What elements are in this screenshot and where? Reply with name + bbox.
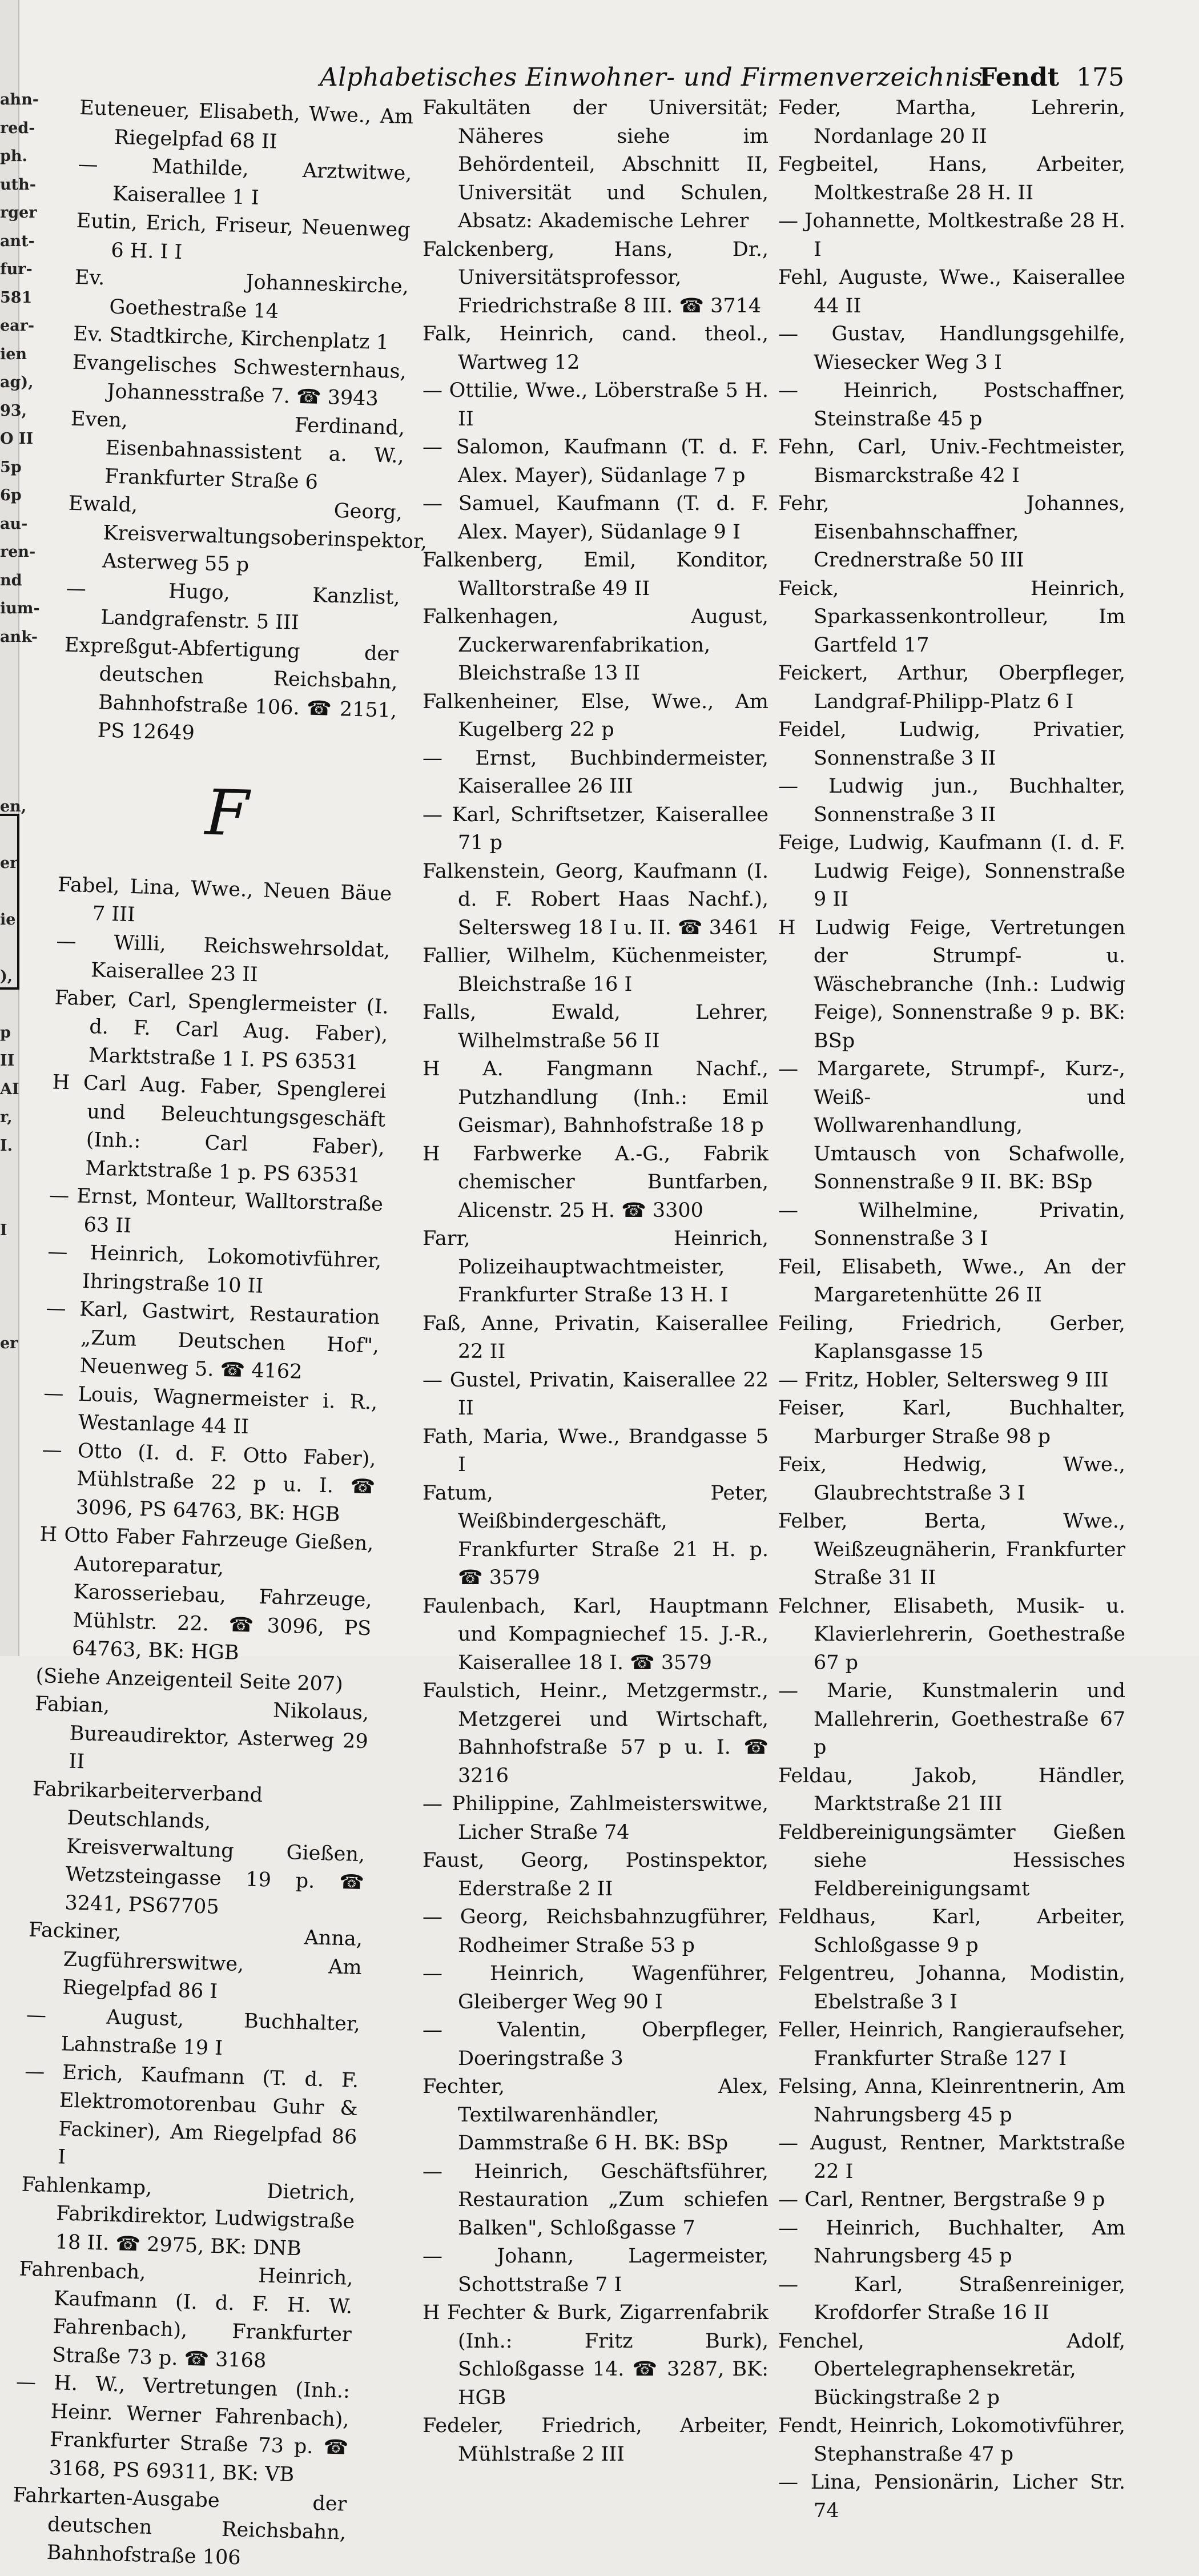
directory-entry: — Willi, Reichswehrsoldat, Kaiserallee 23 II: [56, 929, 391, 987]
directory-entry: Feick, Heinrich, Sparkassenkontrolleur, Im Gartfeld 17: [778, 577, 1125, 657]
margin-fragment: au-: [0, 515, 28, 533]
directory-entry: Fehl, Auguste, Wwe., Kaiserallee 44 II: [778, 266, 1125, 318]
page-title: Alphabetisches Einwohner- und Firmenverzeichnis: [320, 63, 983, 92]
margin-fragment: red-: [0, 119, 35, 137]
directory-entry: Even, Ferdinand, Eisenbahnassistent a. W., Frankfurter Straße 6: [70, 407, 405, 494]
margin-fragment: fur-: [0, 260, 33, 278]
margin-fragment: [0, 764, 34, 793]
margin-fragment: [0, 651, 34, 680]
margin-fragment: [0, 1160, 34, 1188]
margin-fragment: 6p: [0, 487, 22, 504]
margin-fragment: ear-: [0, 317, 35, 335]
margin-fragment: [0, 736, 34, 765]
margin-fragment: rger: [0, 204, 37, 222]
directory-entry: — Heinrich, Lokomotivführer, Ihringstraße 10 II: [47, 1240, 382, 1298]
directory-entry: H A. Fangmann Nachf., Putzhandlung (Inh.: Emil Geismar), Bahnhofstraße 18 p: [423, 1058, 769, 1137]
directory-entry: — Ernst, Buchbindermeister, Kaiserallee 26 III: [423, 746, 769, 798]
directory-entry: — Lina, Pensionärin, Licher Str. 74: [778, 2471, 1125, 2522]
margin-fragment: en,: [0, 797, 27, 815]
directory-entry: — Samuel, Kaufmann (T. d. F. Alex. Mayer), Südanlage 9 I: [423, 492, 769, 544]
directory-entry: — Karl, Gastwirt, Restauration „Zum Deutschen Hof", Neuenweg 5. ☎ 4162: [46, 1297, 380, 1384]
adjacent-page-fragments: [0, 86, 40, 1358]
directory-entry: Ev. Stadtkirche, Kirchenplatz 1: [73, 322, 389, 355]
directory-entry: Fechter, Alex, Textilwarenhändler, Dammstraße 6 H. BK: BSp: [423, 2075, 769, 2155]
directory-entry: Fabrikarbeiterverband Deutschlands, Kreisverwaltung Gießen, Wetzsteingasse 19 p. ☎ 3241, PS67705: [32, 1777, 365, 1919]
directory-entry: — Ottilie, Wwe., Löberstraße 5 H. II: [423, 379, 769, 431]
directory-entry: Euteneuer, Elisabeth, Wwe., Am Riegelpfad 68 II: [79, 96, 414, 154]
margin-fragment: [0, 1301, 34, 1330]
margin-fragment: er: [0, 854, 18, 872]
directory-entry: Fabel, Lina, Wwe., Neuen Bäue 7 III: [57, 873, 392, 927]
directory-entry: H Farbwerke A.-G., Fabrik chemischer Buntfarben, Alicenstr. 25 H. ☎ 3300: [423, 1142, 769, 1222]
margin-fragment: ant-: [0, 232, 35, 250]
directory-entry: Ev. Johanneskirche, Goethestraße 14: [74, 266, 409, 323]
margin-fragment: AI: [0, 1080, 19, 1098]
directory-entry: — Valentin, Oberpfleger, Doeringstraße 3: [423, 2019, 769, 2070]
margin-fragment: [0, 990, 34, 1019]
directory-entry: Fath, Maria, Wwe., Brandgasse 5 I: [423, 1425, 769, 1476]
directory-entry: Fahrenbach, Heinrich, Kaufmann (I. d. F. H. W. Fahrenbach), Frankfurter Straße 73 p. ☎ 3168: [19, 2257, 353, 2373]
directory-entry: — Ernst, Monteur, Walltorstraße 63 II: [49, 1184, 384, 1237]
directory-entry: Feldbereinigungsämter Gießen siehe Hessisches Feldbereinigungsamt: [778, 1821, 1125, 1900]
margin-fragment: uth-: [0, 175, 36, 194]
margin-fragment: [0, 680, 34, 708]
directory-entry: H Ludwig Feige, Vertretungen der Strumpf- u. Wäschebranche (Inh.: Ludwig Feige), Sonnenstraße 9 p. BK: BSp: [778, 916, 1125, 1052]
directory-entry: Feder, Martha, Lehrerin, Nordanlage 20 II: [778, 97, 1125, 148]
directory-entry: Fehr, Johannes, Eisenbahnschaffner, Crednerstraße 50 III: [778, 492, 1125, 572]
column-3-entries: [778, 94, 1125, 2525]
directory-entry: Falk, Heinrich, cand. theol., Wartweg 12: [423, 323, 769, 374]
directory-entry: Fackiner, Anna, Zugführerswitwe, Am Riegelpfad 86 I: [28, 1918, 363, 2004]
adjacent-page-box-frame: [0, 814, 19, 990]
margin-fragment: 93,: [0, 401, 27, 420]
directory-entry: Farr, Heinrich, Polizeihauptwachtmeister, Frankfurter Straße 13 H. I: [423, 1227, 769, 1307]
directory-entry: Feldhaus, Karl, Arbeiter, Schloßgasse 9 p: [778, 1906, 1125, 1957]
margin-fragment: ag),: [0, 373, 34, 391]
margin-fragment: 5p: [0, 458, 22, 476]
directory-entry: — Hugo, Kanzlist, Landgrafenstr. 5 III: [66, 577, 401, 635]
directory-entry: Felgentreu, Johanna, Modistin, Ebelstraße 3 I: [778, 1962, 1125, 2014]
directory-entry: — Heinrich, Buchhalter, Am Nahrungsberg 45 p: [778, 2216, 1125, 2268]
directory-entry: Fakultäten der Universität; Näheres siehe im Behördenteil, Abschnitt II, Universität und Schulen, Absatz: Akademische Lehrer: [423, 97, 769, 232]
directory-entry: Felsing, Anna, Kleinrentnerin, Am Nahrungsberg 45 p: [778, 2075, 1125, 2127]
directory-entry: Fehn, Carl, Univ.-Fechtmeister, Bismarckstraße 42 I: [778, 436, 1125, 487]
margin-fragment: ie: [0, 910, 16, 929]
directory-entry: H Fechter & Burk, Zigarrenfabrik (Inh.: Fritz Burk), Schloßgasse 14. ☎ 3287, BK: HGB: [423, 2301, 769, 2409]
directory-entry: H Carl Aug. Faber, Spenglerei und Beleuchtungsgeschäft (Inh.: Carl Faber), Marktstraße 1 p. PS 63531: [52, 1071, 387, 1187]
directory-entry: — August, Rentner, Marktstraße 22 I: [778, 2132, 1125, 2183]
page-header: [320, 63, 1165, 97]
directory-entry: — Ludwig jun., Buchhalter, Sonnenstraße 3 II: [778, 775, 1125, 826]
directory-entry: — Johann, Lagermeister, Schottstraße 7 I: [423, 2245, 769, 2296]
directory-entry: — Philippine, Zahlmeisterswitwe, Licher Straße 74: [423, 1793, 769, 1844]
directory-entry: — Heinrich, Geschäftsführer, Restauration „Zum schiefen Balken", Schloßgasse 7: [423, 2160, 769, 2240]
directory-entry: Falkenhagen, August, Zuckerwarenfabrikation, Bleichstraße 13 II: [423, 605, 769, 685]
directory-entry: — Fritz, Hobler, Seltersweg 9 III: [778, 1368, 1109, 1392]
column-2: [423, 94, 769, 2469]
margin-fragment: ),: [0, 967, 13, 985]
directory-entry: Felber, Berta, Wwe., Weißzeugnäherin, Frankfurter Straße 31 II: [778, 1510, 1125, 1589]
directory-entry: Feige, Ludwig, Kaufmann (I. d. F. Ludwig Feige), Sonnenstraße 9 II: [778, 831, 1125, 911]
directory-entry: — Heinrich, Wagenführer, Gleiberger Weg 90 I: [423, 1962, 769, 2014]
directory-entry: Falkenstein, Georg, Kaufmann (I. d. F. Robert Haas Nachf.), Seltersweg 18 I u. II. ☎ 3461: [423, 859, 769, 939]
margin-fragment: nd: [0, 571, 22, 589]
directory-entry: — Wilhelmine, Privatin, Sonnenstraße 3 I: [778, 1199, 1125, 1250]
directory-entry: Feiser, Karl, Buchhalter, Marburger Straße 98 p: [778, 1397, 1125, 1448]
margin-fragment: p: [0, 1023, 11, 1042]
directory-entry: Felchner, Elisabeth, Musik- u. Klavierlehrerin, Goethestraße 67 p: [778, 1594, 1125, 1674]
directory-entry: Eutin, Erich, Friseur, Neuenweg 6 H. I I: [76, 209, 411, 264]
margin-fragment: I.: [0, 1136, 13, 1155]
directory-entry: — Carl, Rentner, Bergstraße 9 p: [778, 2188, 1105, 2211]
directory-entry: Feix, Hedwig, Wwe., Glaubrechtstraße 3 I: [778, 1453, 1125, 1505]
directory-entry: Feidel, Ludwig, Privatier, Sonnenstraße 3 II: [778, 718, 1125, 770]
margin-fragment: ium-: [0, 600, 40, 617]
directory-entry: — Gustav, Handlungsgehilfe, Wiesecker Weg 3 I: [778, 323, 1125, 374]
column-1-entries-top: [62, 94, 428, 753]
directory-entry: Falckenberg, Hans, Dr., Universitätsprofessor, Friedrichstraße 8 III. ☎ 3714: [423, 238, 769, 318]
directory-entry: — August, Buchhalter, Lahnstraße 19 I: [26, 2003, 361, 2060]
section-letter: F: [204, 775, 250, 850]
directory-entry: — Erich, Kaufmann (T. d. F. Elektromotorenbau Guhr & Fackiner), Am Riegelpfad 86 I: [24, 2060, 359, 2169]
margin-fragment: [0, 1273, 34, 1301]
directory-entry: Faber, Carl, Spenglermeister (I. d. F. Carl Aug. Faber), Marktstraße 1 I. PS 63531: [54, 986, 389, 1074]
directory-entry: Expreßgut-Abfertigung der deutschen Reichsbahn, Bahnhofstraße 106. ☎ 2151, PS 12649: [64, 633, 399, 745]
column-3: [778, 94, 1125, 2525]
directory-entry: Feickert, Arthur, Oberpfleger, Landgraf-Philipp-Platz 6 I: [778, 662, 1125, 713]
margin-fragment: ph.: [0, 147, 27, 165]
directory-entry: Fegbeitel, Hans, Arbeiter, Moltkestraße 28 H. II: [778, 153, 1125, 204]
margin-fragment: ank-: [0, 628, 38, 646]
directory-entry: Fahrkarten-Ausgabe der deutschen Reichsbahn, Bahnhofstraße 106: [13, 2483, 347, 2570]
directory-entry: Faulenbach, Karl, Hauptmann und Kompagniechef 15. J.-R., Kaiserallee 18 I. ☎ 3579: [423, 1594, 769, 1674]
directory-entry: Fedeler, Friedrich, Arbeiter, Mühlstraße 2 III: [423, 2414, 769, 2466]
directory-entry: — Otto (I. d. F. Otto Faber), Mühlstraße 22 p u. I. ☎ 3096, PS 64763, BK: HGB: [42, 1438, 377, 1526]
directory-entry: Falkenberg, Emil, Konditor, Walltorstraße 49 II: [423, 549, 769, 600]
directory-entry: Feiling, Friedrich, Gerber, Kaplansgasse 15: [778, 1312, 1125, 1363]
directory-entry: Faulstich, Heinr., Metzgermstr., Metzgerei und Wirtschaft, Bahnhofstraße 57 p u. I. ☎ 3216: [423, 1679, 769, 1787]
directory-entry: — Johannette, Moltkestraße 28 H. I: [778, 210, 1125, 261]
running-keyword: Fendt: [979, 63, 1059, 92]
directory-entry: Fabian, Nikolaus, Bureaudirektor, Asterweg 29 II: [34, 1692, 369, 1774]
directory-entry: — Mathilde, Arztwitwe, Kaiserallee 1 I: [78, 152, 412, 210]
margin-fragment: II: [0, 1052, 15, 1070]
directory-entry: — Heinrich, Postschaffner, Steinstraße 45 p: [778, 379, 1125, 431]
page-number: 175: [1076, 63, 1124, 92]
margin-fragment: ien: [0, 345, 27, 363]
directory-entry: Falls, Ewald, Lehrer, Wilhelmstraße 56 II: [423, 1001, 769, 1052]
directory-entry: Feller, Heinrich, Rangieraufseher, Frankfurter Straße 127 I: [778, 2019, 1125, 2070]
directory-entry: Fendt, Heinrich, Lokomotivführer, Stephanstraße 47 p: [778, 2414, 1125, 2466]
directory-entry: Faß, Anne, Privatin, Kaiserallee 22 II: [423, 1312, 769, 1363]
margin-fragment: O II: [0, 430, 34, 448]
directory-entry: — Marie, Kunstmalerin und Mallehrerin, Goethestraße 67 p: [778, 1679, 1125, 1759]
column-2-entries: [423, 94, 769, 2469]
margin-fragment: [0, 1245, 34, 1273]
directory-entry: Fatum, Peter, Weißbindergeschäft, Frankfurter Straße 21 H. p. ☎ 3579: [423, 1481, 769, 1589]
directory-entry: Feil, Elisabeth, Wwe., An der Margaretenhütte 26 II: [778, 1255, 1125, 1307]
margin-fragment: 581: [0, 288, 33, 307]
directory-entry: Feldau, Jakob, Händler, Marktstraße 21 III: [778, 1764, 1125, 1815]
directory-entry: Fallier, Wilhelm, Küchenmeister, Bleichstraße 16 I: [423, 945, 769, 996]
directory-entry: Ewald, Georg, Kreisverwaltungsoberinspektor, Asterweg 55 p: [68, 492, 428, 577]
directory-entry: — Louis, Wagnermeister i. R., Westanlage 44 II: [43, 1381, 378, 1439]
directory-entry: Faust, Georg, Postinspektor, Ederstraße 2 II: [423, 1849, 769, 1900]
directory-entry: — Margarete, Strumpf-, Kurz-, Weiß- und Wollwarenhandlung, Umtausch von Schafwolle, Sonnenstraße 9 II. BK: BSp: [778, 1058, 1125, 1193]
column-1-entries-bottom: [11, 871, 392, 2575]
margin-fragment: er: [0, 1335, 18, 1352]
margin-fragment: [0, 1188, 34, 1217]
directory-entry: — Gustel, Privatin, Kaiserallee 22 II: [423, 1368, 769, 1420]
directory-entry: — Georg, Reichsbahnzugführer, Rodheimer Straße 53 p: [423, 1906, 769, 1957]
margin-fragment: [0, 708, 34, 736]
directory-entry: (Siehe Anzeigenteil Seite 207): [35, 1664, 344, 1696]
margin-fragment: r,: [0, 1108, 13, 1126]
directory-entry: — Karl, Schriftsetzer, Kaiserallee 71 p: [423, 803, 769, 854]
directory-entry: — Salomon, Kaufmann (T. d. F. Alex. Mayer), Südanlage 7 p: [423, 436, 769, 487]
directory-entry: H Otto Faber Fahrzeuge Gießen, Autoreparatur, Karosseriebau, Fahrzeuge, Mühlstr. 22. ☎3096, PS 64763, BK: HGB: [39, 1523, 374, 1665]
directory-entry: Fahlenkamp, Dietrich, Fabrikdirektor, Ludwigstraße 18 II. ☎ 2975, BK: DNB: [21, 2173, 356, 2260]
directory-entry: Evangelisches Schwesternhaus, Johannesstraße 7. ☎ 3943: [72, 351, 407, 411]
directory-entry: Falkenheiner, Else, Wwe., Am Kugelberg 22 p: [423, 690, 769, 741]
directory-entry: — H. W., Vertretungen (Inh.: Heinr. Werner Fahrenbach), Frankfurter Straße 73 p. ☎ 3168, PS 69311, BK: VB: [15, 2370, 351, 2486]
directory-entry: Fenchel, Adolf, Obertelegraphensekretär, Bückingstraße 2 p: [778, 2329, 1125, 2409]
column-1: [11, 94, 428, 2575]
margin-fragment: ren-: [0, 543, 36, 561]
margin-fragment: ahn-: [0, 91, 39, 108]
directory-entry: — Karl, Straßenreiniger, Krofdorfer Straße 16 II: [778, 2273, 1125, 2324]
margin-fragment: I: [0, 1221, 7, 1239]
